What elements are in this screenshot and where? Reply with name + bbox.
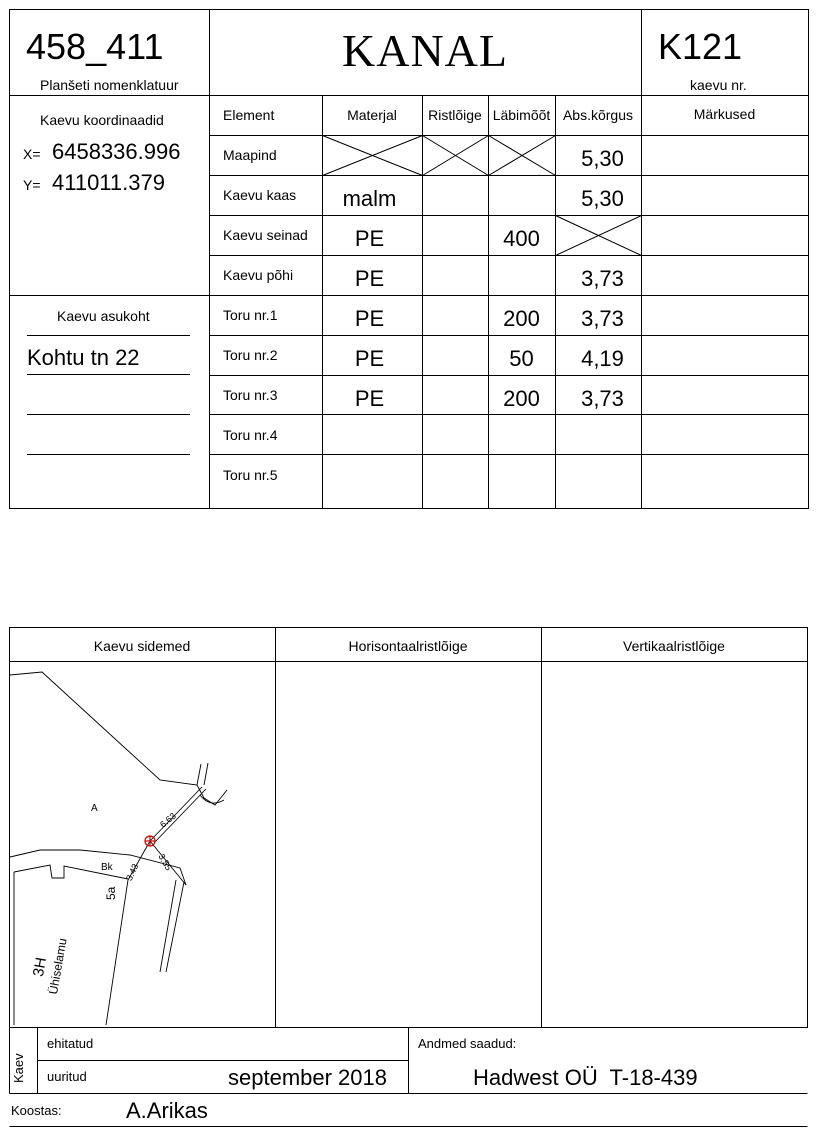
row-element: Maapind: [223, 147, 277, 163]
row-height: 3,73: [581, 306, 624, 331]
row-height: 4,19: [581, 346, 624, 371]
building-bk-label: Bk: [101, 862, 113, 873]
row-material: PE: [354, 306, 385, 331]
author-value: A.Arikas: [126, 1098, 208, 1123]
header-notes: Märkused: [693, 106, 756, 122]
header-cross-section: Ristlõige: [428, 107, 482, 123]
header-diameter: Läbimõõt: [492, 107, 551, 123]
dimension-label: 3.43: [124, 862, 141, 883]
nomenclature-label: Planšeti nomenklatuur: [40, 77, 179, 93]
well-number-label: kaevu nr.: [690, 77, 747, 93]
row-material: malm: [342, 186, 397, 211]
well-side-label: Kaev: [11, 1053, 26, 1083]
surveyed-value: september 2018: [228, 1065, 387, 1090]
row-height: 5,30: [581, 186, 624, 211]
row-material: PE: [354, 346, 385, 371]
row-material: PE: [354, 226, 385, 251]
building-a-label: A: [91, 803, 98, 814]
dimension-label: 6.63: [158, 810, 178, 830]
row-diameter: 400: [503, 226, 540, 251]
x-coordinate-label: X=: [23, 146, 41, 162]
row-diameter: 50: [509, 346, 534, 371]
row-element: Kaevu kaas: [223, 187, 297, 203]
document-title: KANAL: [342, 25, 508, 76]
location-label: Kaevu asukoht: [57, 308, 150, 324]
row-diameter: 200: [503, 306, 540, 331]
location-line-1: Kohtu tn 22: [27, 345, 140, 370]
row-element: Toru nr.4: [223, 427, 278, 443]
building-floors-label: 3H: [30, 956, 51, 978]
header-element: Element: [223, 107, 275, 123]
ties-label: Kaevu sidemed: [93, 638, 191, 654]
well-number-value: K121: [658, 26, 743, 67]
y-coordinate-value: 411011.379: [52, 170, 165, 195]
row-element: Kaevu põhi: [223, 267, 294, 283]
row-element: Toru nr.1: [223, 307, 278, 323]
coordinates-label: Kaevu koordinaadid: [40, 112, 164, 128]
row-height: 5,30: [581, 146, 624, 171]
row-element: Kaevu seinad: [223, 227, 308, 243]
manhole-marker: [145, 836, 155, 846]
data-source-value: Hadwest OÜ T-18-439: [473, 1065, 698, 1090]
data-source-label: Andmed saadud:: [418, 1036, 517, 1051]
vertical-section-label: Vertikaalristlõige: [623, 638, 725, 654]
surveyed-label: uuritud: [47, 1069, 87, 1084]
row-element: Toru nr.5: [223, 467, 278, 483]
house-number-label: 5a: [104, 886, 118, 900]
row-height: 3,73: [581, 266, 624, 291]
header-material: Materjal: [347, 107, 397, 123]
built-label: ehitatud: [47, 1036, 94, 1051]
row-height: 3,73: [581, 386, 624, 411]
row-material: PE: [354, 266, 385, 291]
y-coordinate-label: Y=: [23, 177, 41, 193]
author-label: Koostas:: [11, 1103, 62, 1118]
row-diameter: 200: [503, 386, 540, 411]
row-element: Toru nr.2: [223, 347, 278, 363]
header-abs-height: Abs.kõrgus: [562, 107, 634, 123]
dimension-label: 3.55: [156, 852, 174, 873]
row-material: PE: [354, 386, 385, 411]
horizontal-section-label: Horisontaalristlõige: [348, 638, 468, 654]
building-type-label: Ühiselamu: [46, 937, 70, 996]
nomenclature-value: 458_411: [26, 26, 164, 67]
x-coordinate-value: 6458336.996: [52, 139, 181, 164]
row-element: Toru nr.3: [223, 387, 278, 403]
